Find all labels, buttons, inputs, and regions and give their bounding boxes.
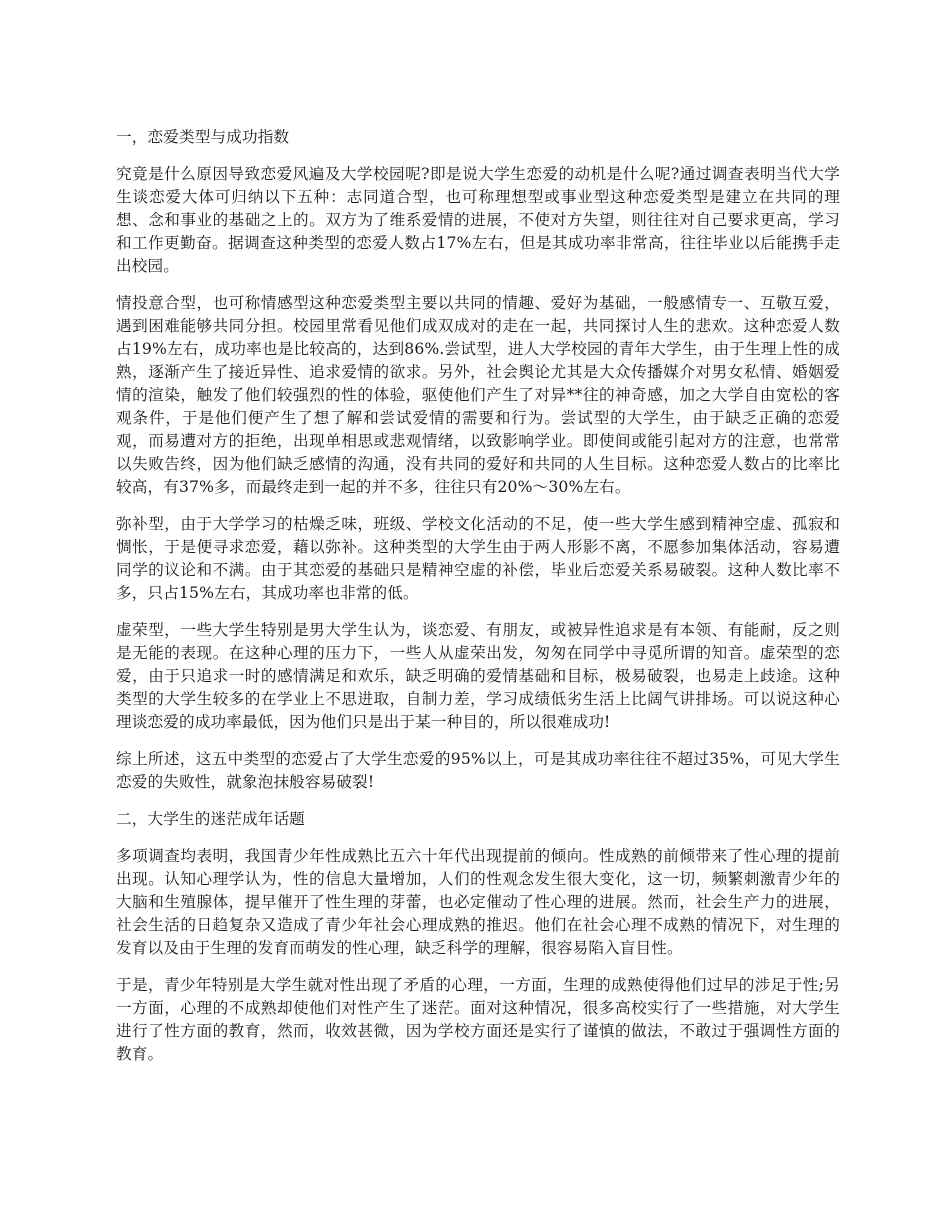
paragraph: 情投意合型，也可称情感型这种恋爱类型主要以共同的情趣、爱好为基础，一般感情专一、互敬互爱，遇到困难能够共同分担。校园里常看见他们成双成对的走在一起，共同探讨人生的悲欢。这种恋爱人数占19%左右，成功率也是比较高的，达到86%.尝试型，进人大学校园的青年大学生，由于生理上性的成熟，逐渐产生了接近异性、追求爱情的欲求。另外，社会舆论尤其是大众传播媒介对男女私情、婚姻爱情的渲染，触发了他们较强烈的性的体验，驱使他们产生了对异**往的神奇感，加之大学自由宽松的客观条件，于是他们便产生了想了解和尝试爱情的需要和行为。尝试型的大学生，由于缺乏正确的恋爱观，而易遭对方的拒绝，出现单相思或悲观情绪，以致影响学业。即使间或能引起对方的注意，也常常以失败告终，因为他们缺乏感情的沟通，没有共同的爱好和共同的人生目标。这种恋爱人数占的比率比较高，有37%多，而最终走到一起的并不多，往往只有20%～30%左右。 [116, 294, 840, 496]
paragraph: 虚荣型，一些大学生特别是男大学生认为，谈恋爱、有朋友，或被异性追求是有本领、有能耐，反之则是无能的表现。在这种心理的压力下，一些人从虚荣出发，匆匆在同学中寻觅所谓的知音。虚荣型的恋爱，由于只追求一时的感情满足和欢乐，缺乏明确的爱情基础和目标，极易破裂，也易走上歧途。这种类型的大学生较多的在学业上不思进取，自制力差，学习成绩低劣生活上比阔气讲排场。可以说这种心理谈恋爱的成功率最低，因为他们只是出于某一种目的，所以很难成功! [116, 621, 840, 731]
paragraph: 弥补型，由于大学学习的枯燥乏味，班级、学校文化活动的不足，使一些大学生感到精神空虚、孤寂和惆怅，于是便寻求恋爱，藉以弥补。这种类型的大学生由于两人形影不离，不愿参加集体活动，容易遭同学的议论和不满。由于其恋爱的基础只是精神空虚的补偿，毕业后恋爱关系易破裂。这种人数比率不多，只占15%左右，其成功率也非常的低。 [116, 515, 840, 602]
section-heading-1: 一，恋爱类型与成功指数 [116, 128, 290, 146]
paragraph: 究竟是什么原因导致恋爱风遍及大学校园呢?即是说大学生恋爱的动机是什么呢?通过调查表明当代大学生谈恋爱大体可归纳以下五种：志同道合型，也可称理想型或事业型这种恋爱类型是建立在共同的理想、念和事业的基础之上的。双方为了维系爱情的进展，不使对方失望，则往往对自己要求更高，学习和工作更勤奋。据调查这种类型的恋爱人数占17%左右，但是其成功率非常高，往往毕业以后能携手走出校园。 [116, 165, 840, 275]
paragraph: 于是，青少年特别是大学生就对性出现了矛盾的心理，一方面，生理的成熟使得他们过早的涉足于性;另一方面，心理的不成熟却使他们对性产生了迷茫。面对这种情况，很多高校实行了一些措施，对大学生进行了性方面的教育，然而，收效甚微，因为学校方面还是实行了谨慎的做法，不敢过于强调性方面的教育。 [116, 976, 840, 1063]
document-body [116, 126, 840, 1080]
paragraph: 综上所述，这五中类型的恋爱占了大学生恋爱的95%以上，可是其成功率往往不超过35%，可见大学生恋爱的失败性，就象泡抹般容易破裂! [116, 750, 840, 791]
section-heading-2: 二，大学生的迷茫成年话题 [116, 810, 305, 828]
paragraph: 多项调查均表明，我国青少年性成熟比五六十年代出现提前的倾向。性成熟的前倾带来了性心理的提前出现。认知心理学认为，性的信息大量增加，人们的性观念发生很大变化，这一切，频繁刺激青少年的大脑和生殖腺体，提早催开了性生理的芽蕾，也必定催动了性心理的进展。然而，社会生产力的进展，社会生活的日趋复杂又造成了青少年社会心理成熟的推迟。他们在社会心理不成熟的情况下，对生理的发育以及由于生理的发育而萌发的性心理，缺乏科学的理解，很容易陷入盲目性。 [116, 847, 840, 957]
